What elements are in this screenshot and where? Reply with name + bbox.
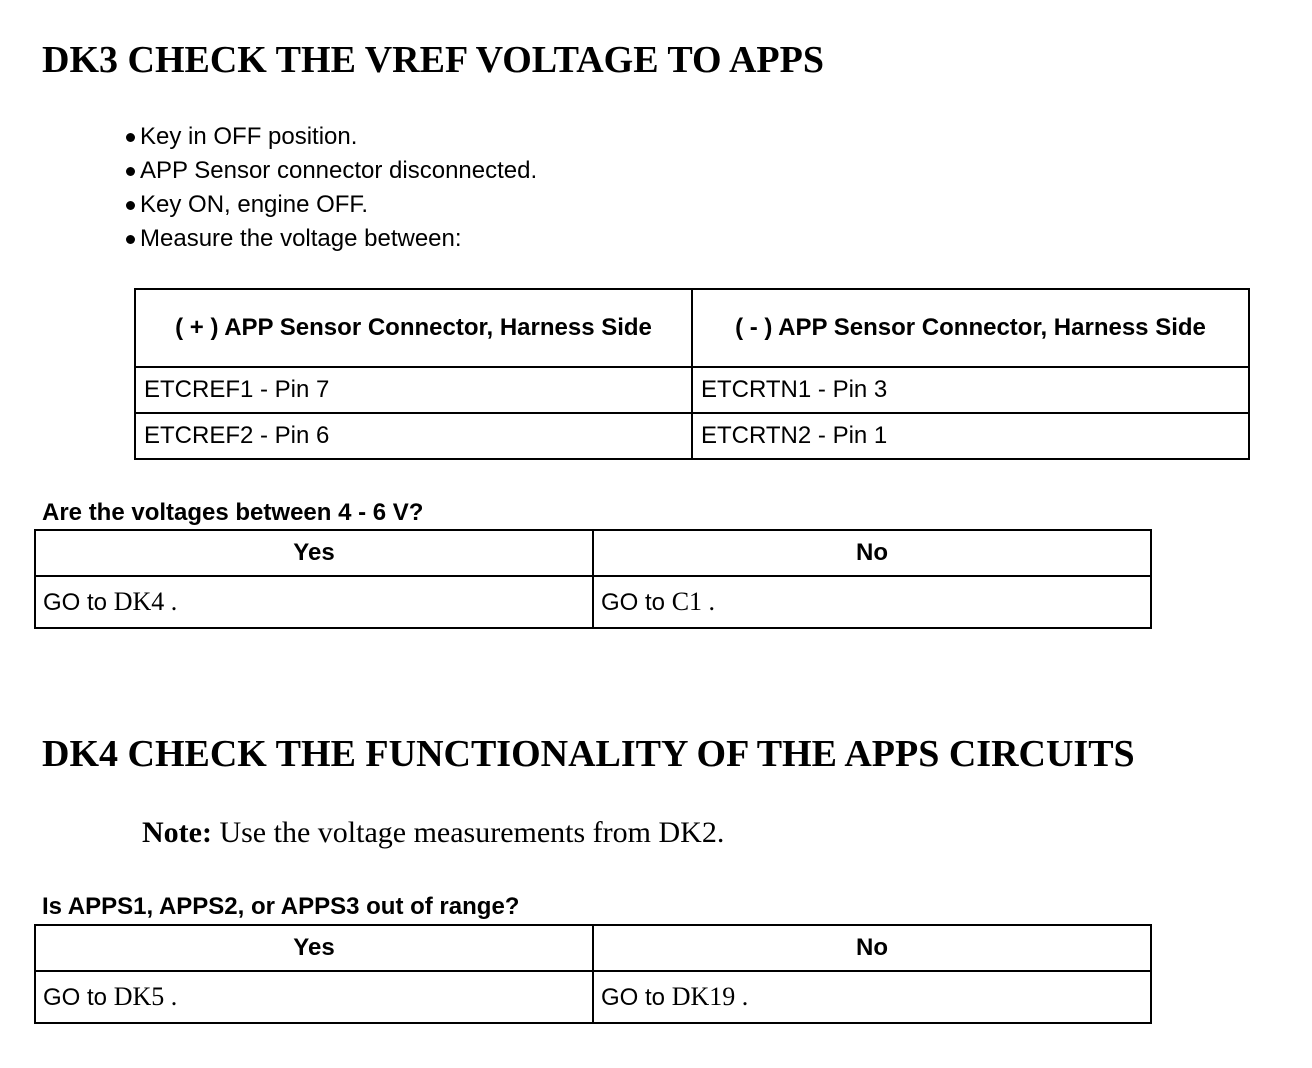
bullet-icon xyxy=(126,201,135,210)
pin-measurement-table xyxy=(134,288,1250,460)
list-item xyxy=(124,188,537,222)
table-cell: ETCRTN2 - Pin 1 xyxy=(692,413,1249,459)
yes-action-cell xyxy=(35,576,593,628)
step-text: APP Sensor connector disconnected. xyxy=(140,157,538,184)
no-action-cell xyxy=(593,576,1151,628)
note-label: Note: xyxy=(142,816,212,849)
negative-connector-header: ( - ) APP Sensor Connector, Harness Side xyxy=(692,289,1249,367)
dk3-question: Are the voltages between 4 - 6 V? xyxy=(42,499,424,526)
positive-connector-header: ( + ) APP Sensor Connector, Harness Side xyxy=(135,289,692,367)
dk4-decision-table xyxy=(34,924,1152,1024)
step-text: Measure the voltage between: xyxy=(140,225,462,252)
table-cell: ETCRTN1 - Pin 3 xyxy=(692,367,1249,413)
dk3-decision-table xyxy=(34,529,1152,629)
no-action-cell xyxy=(593,971,1151,1023)
dk3-steps-list xyxy=(124,120,537,256)
go-to-link[interactable]: DK19 . xyxy=(671,982,749,1011)
table-header-row xyxy=(35,925,1151,971)
no-header: No xyxy=(593,530,1151,576)
go-to-link[interactable]: C1 . xyxy=(671,587,716,616)
step-text: Key ON, engine OFF. xyxy=(140,191,369,218)
table-row xyxy=(135,413,1249,459)
go-to-text: GO to xyxy=(601,589,666,616)
dk4-question: Is APPS1, APPS2, or APPS3 out of range? xyxy=(42,893,520,920)
dk4-section-title: DK4 CHECK THE FUNCTIONALITY OF THE APPS CIRCUITS xyxy=(42,733,1135,775)
dk4-note xyxy=(142,814,724,852)
list-item xyxy=(124,154,537,188)
bullet-icon xyxy=(126,133,135,142)
list-item xyxy=(124,120,537,154)
dk3-section-title: DK3 CHECK THE VREF VOLTAGE TO APPS xyxy=(42,39,824,81)
step-text: Key in OFF position. xyxy=(140,123,358,150)
table-header-row xyxy=(135,289,1249,367)
list-item xyxy=(124,222,537,256)
go-to-link[interactable]: DK5 . xyxy=(113,982,178,1011)
note-text: Use the voltage measurements from DK2. xyxy=(219,816,725,849)
table-row xyxy=(135,367,1249,413)
go-to-text: GO to xyxy=(43,984,108,1011)
yes-action-cell xyxy=(35,971,593,1023)
go-to-text: GO to xyxy=(601,984,666,1011)
yes-header: Yes xyxy=(35,530,593,576)
go-to-link[interactable]: DK4 . xyxy=(113,587,178,616)
table-cell: ETCREF1 - Pin 7 xyxy=(135,367,692,413)
table-cell: ETCREF2 - Pin 6 xyxy=(135,413,692,459)
table-row xyxy=(35,576,1151,628)
yes-header: Yes xyxy=(35,925,593,971)
table-header-row xyxy=(35,530,1151,576)
bullet-icon xyxy=(126,235,135,244)
go-to-text: GO to xyxy=(43,589,108,616)
no-header: No xyxy=(593,925,1151,971)
bullet-icon xyxy=(126,167,135,176)
table-row xyxy=(35,971,1151,1023)
